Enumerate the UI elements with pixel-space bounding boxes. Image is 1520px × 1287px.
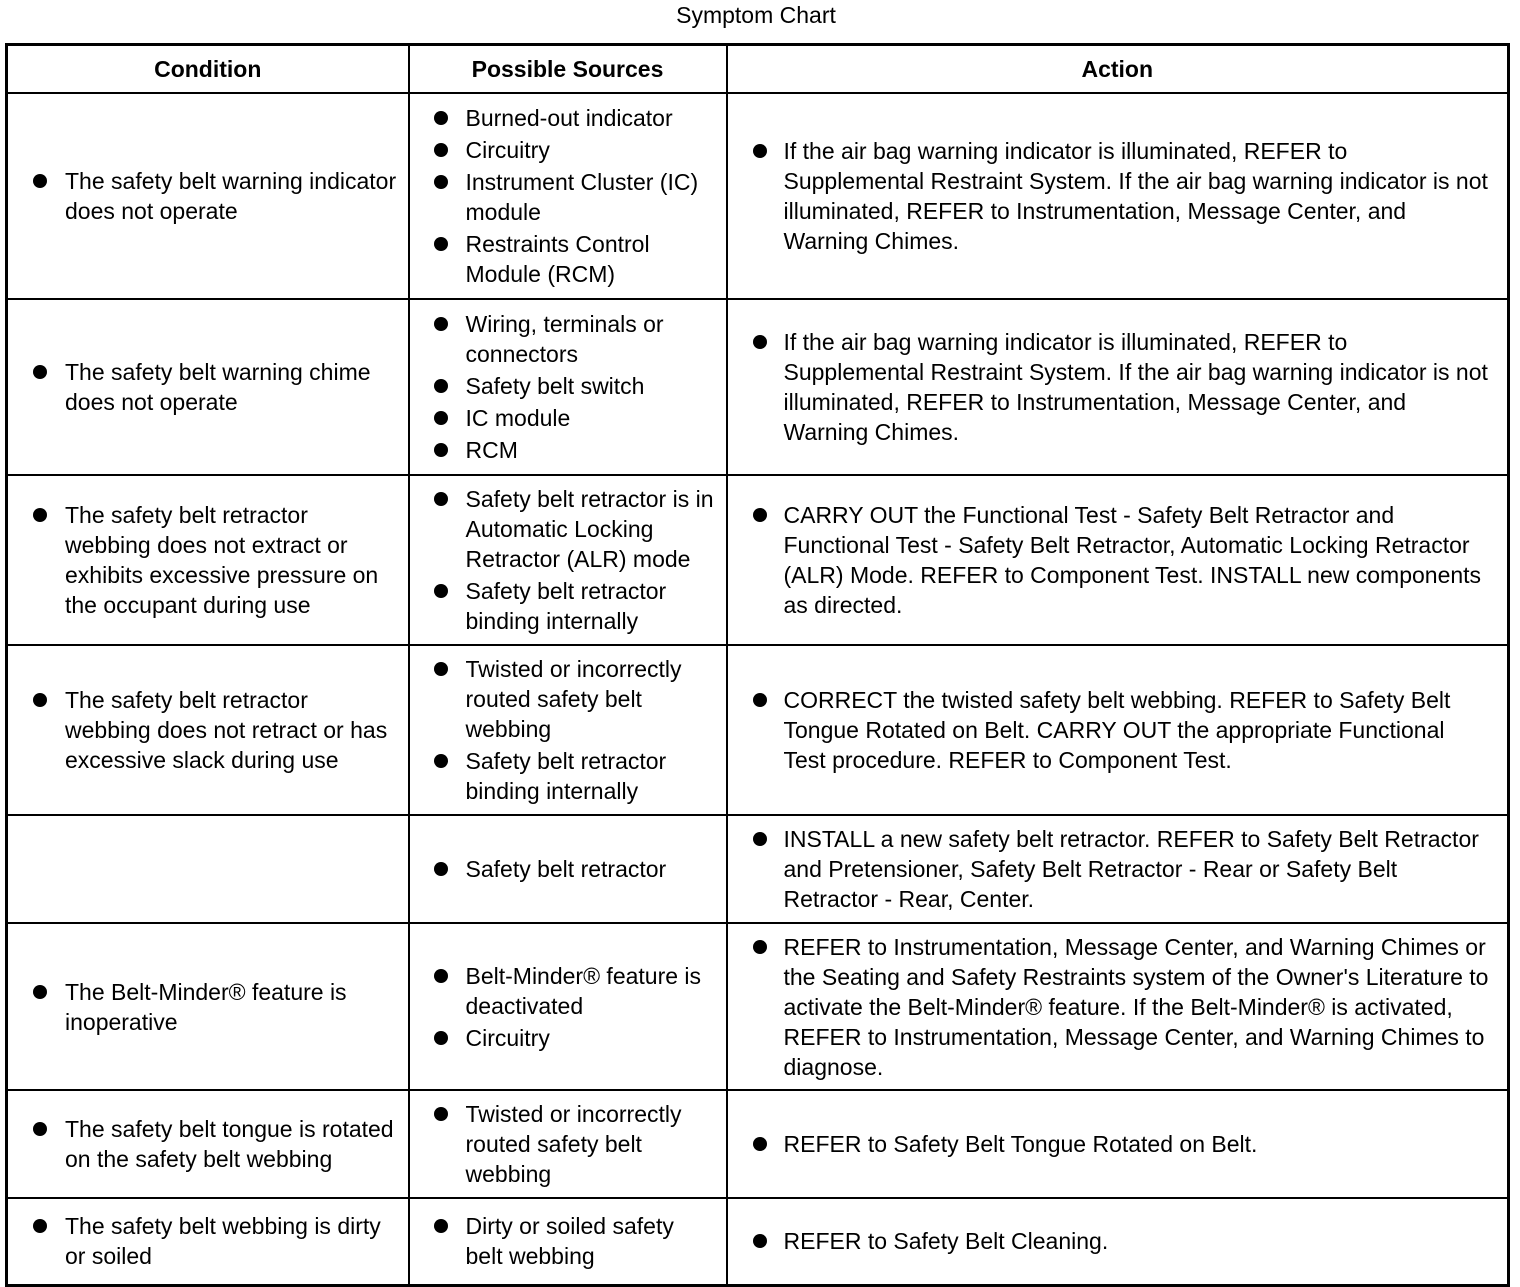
action-cell <box>727 1090 1509 1198</box>
symptom-table <box>5 43 1510 1287</box>
condition-list <box>8 166 408 226</box>
action-cell <box>727 923 1509 1090</box>
list-item: If the air bag warning indicator is illuminated, REFER to Supplemental Restraint System. If the air bag warning indicator is not illuminated, REFER to Instrumentation, Message Center, and Warning Chimes. <box>783 329 1488 445</box>
list-item: IC module <box>466 403 714 433</box>
condition-cell <box>7 645 409 815</box>
header-possible-sources: Possible Sources <box>409 45 727 94</box>
possible-sources-list <box>410 854 726 884</box>
action-cell <box>727 475 1509 645</box>
possible-sources-list <box>410 309 726 465</box>
header-row <box>7 45 1509 94</box>
table-row <box>7 299 1509 475</box>
list-item: Safety belt switch <box>466 371 714 401</box>
list-item: RCM <box>466 435 714 465</box>
action-cell <box>727 815 1509 923</box>
list-item: Dirty or soiled safety belt webbing <box>466 1211 714 1271</box>
condition-list <box>8 1211 408 1271</box>
list-item: The safety belt warning indicator does not operate <box>65 166 400 226</box>
table-row <box>7 93 1509 299</box>
list-item: The safety belt warning chime does not operate <box>65 357 400 417</box>
table-row <box>7 475 1509 645</box>
list-item: The Belt-Minder® feature is inoperative <box>65 977 400 1037</box>
possible-sources-cell <box>409 815 727 923</box>
condition-list <box>8 1114 408 1174</box>
action-list <box>728 500 1508 620</box>
condition-list <box>8 357 408 417</box>
list-item: REFER to Instrumentation, Message Center, and Warning Chimes or the Seating and Safety Restraints system of the Owner's Literature to activate the Belt-Minder® feature. If the Belt-Minder® is activated, REFER to Instrumentation, Message Center, and Warning Chimes to diagnose. <box>783 933 1489 1080</box>
possible-sources-cell <box>409 923 727 1090</box>
condition-cell <box>7 815 409 923</box>
possible-sources-cell <box>409 1090 727 1198</box>
list-item: Instrument Cluster (IC) module <box>466 167 714 227</box>
condition-cell <box>7 299 409 475</box>
action-list <box>728 327 1508 447</box>
header-action: Action <box>727 45 1509 94</box>
possible-sources-cell <box>409 1198 727 1285</box>
list-item: The safety belt webbing is dirty or soiled <box>65 1211 400 1271</box>
possible-sources-cell <box>409 93 727 299</box>
condition-cell <box>7 475 409 645</box>
action-cell <box>727 93 1509 299</box>
list-item: Circuitry <box>466 1023 714 1053</box>
list-item: Twisted or incorrectly routed safety belt webbing <box>466 1099 714 1189</box>
list-item: Burned-out indicator <box>466 103 714 133</box>
condition-cell <box>7 1090 409 1198</box>
action-list <box>728 1129 1508 1159</box>
list-item: Safety belt retractor is in Automatic Locking Retractor (ALR) mode <box>465 486 714 572</box>
condition-list <box>8 685 408 775</box>
list-item: The safety belt retractor webbing does not extract or exhibits excessive pressure on the occupant during use <box>65 500 400 620</box>
action-list <box>728 1226 1508 1256</box>
possible-sources-cell <box>409 299 727 475</box>
table-row <box>7 645 1509 815</box>
condition-cell <box>7 923 409 1090</box>
list-item: INSTALL a new safety belt retractor. REFER to Safety Belt Retractor and Pretensioner, Safety Belt Retractor - Rear or Safety Belt Retractor - Rear, Center. <box>784 824 1490 914</box>
list-item: Belt-Minder® feature is deactivated <box>466 961 714 1021</box>
list-item: Safety belt retractor <box>466 854 714 884</box>
possible-sources-list <box>410 961 726 1053</box>
possible-sources-list <box>410 1099 726 1189</box>
possible-sources-list <box>410 654 726 806</box>
possible-sources-list <box>410 103 726 289</box>
table-row <box>7 923 1509 1090</box>
list-item: Twisted or incorrectly routed safety belt webbing <box>466 654 714 744</box>
action-cell <box>727 299 1509 475</box>
list-item: The safety belt retractor webbing does not retract or has excessive slack during use <box>65 685 400 775</box>
condition-cell <box>7 1198 409 1285</box>
table-row <box>7 1198 1509 1285</box>
list-item: CARRY OUT the Functional Test - Safety Belt Retractor and Functional Test - Safety Belt Retractor, Automatic Locking Retractor (ALR) Mode. REFER to Component Test. INSTALL new components as directed. <box>784 500 1490 620</box>
condition-cell <box>7 93 409 299</box>
condition-list <box>8 500 408 620</box>
list-item: Safety belt retractor binding internally <box>466 746 714 806</box>
action-cell <box>727 1198 1509 1285</box>
action-list <box>728 685 1508 775</box>
list-item: If the air bag warning indicator is illuminated, REFER to Supplemental Restraint System. If the air bag warning indicator is not illuminated, REFER to Instrumentation, Message Center, and Warning Chimes. <box>783 138 1488 254</box>
list-item: REFER to Safety Belt Cleaning. <box>784 1226 1490 1256</box>
possible-sources-list <box>410 484 726 636</box>
list-item: CORRECT the twisted safety belt webbing. REFER to Safety Belt Tongue Rotated on Belt. CARRY OUT the appropriate Functional Test procedure. REFER to Component Test. <box>784 685 1490 775</box>
table-row <box>7 815 1509 923</box>
action-list <box>728 824 1508 914</box>
header-condition: Condition <box>7 45 409 94</box>
action-list <box>728 932 1508 1082</box>
table-body <box>7 93 1509 1285</box>
possible-sources-list <box>410 1211 726 1271</box>
list-item: Restraints Control Module (RCM) <box>466 229 714 289</box>
possible-sources-cell <box>409 475 727 645</box>
action-cell <box>727 645 1509 815</box>
chart-title: Symptom Chart <box>676 2 836 28</box>
list-item: REFER to Safety Belt Tongue Rotated on Belt. <box>784 1129 1490 1159</box>
list-item: Circuitry <box>466 135 714 165</box>
list-item: Wiring, terminals or connectors <box>466 309 714 369</box>
action-list <box>728 136 1508 256</box>
possible-sources-cell <box>409 645 727 815</box>
list-item: Safety belt retractor binding internally <box>466 576 714 636</box>
list-item: The safety belt tongue is rotated on the safety belt webbing <box>65 1114 400 1174</box>
table-row <box>7 1090 1509 1198</box>
condition-list <box>8 977 408 1037</box>
